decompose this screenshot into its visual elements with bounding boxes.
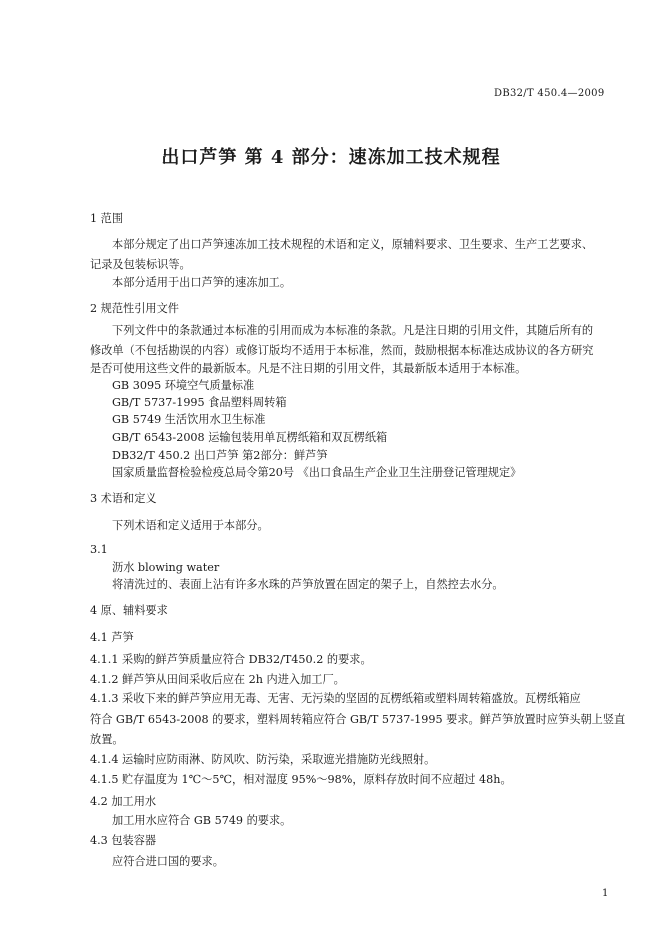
clause-line: 4.1.3 采收下来的鲜芦笋应用无毒、无害、无污染的坚固的瓦楞纸箱或塑料周转箱盛放。瓦楞纸箱应 xyxy=(90,692,581,705)
clause-line: 放置。 xyxy=(90,733,124,746)
paragraph-line: 是否可使用这些文件的最新版本。凡是不注日期的引用文件，其最新版本适用于本标准。 xyxy=(90,362,527,375)
reference-item: GB 3095 环境空气质量标准 xyxy=(112,379,255,392)
paragraph-line: 本部分适用于出口芦笋的速冻加工。 xyxy=(112,276,292,289)
document-code: DB32/T 450.4—2009 xyxy=(494,88,605,99)
reference-item: GB/T 6543-2008 运输包装用单瓦楞纸箱和双瓦楞纸箱 xyxy=(112,431,388,444)
reference-item: GB/T 5737-1995 食品塑料周转箱 xyxy=(112,396,287,409)
paragraph-line: 下列术语和定义适用于本部分。 xyxy=(112,519,269,532)
clause-line: 4.1.5 贮存温度为 1℃～5℃，相对湿度 95%～98%，原料存放时间不应超过 48h。 xyxy=(90,773,512,786)
section-4-heading: 4 原、辅料要求 xyxy=(90,604,168,617)
reference-item: GB 5749 生活饮用水卫生标准 xyxy=(112,413,266,426)
reference-item: 国家质量监督检验检疫总局令第20号 《出口食品生产企业卫生注册登记管理规定》 xyxy=(112,466,522,479)
subsection-heading: 4.2 加工用水 xyxy=(90,795,157,808)
paragraph-line: 下列文件中的条款通过本标准的引用而成为本标准的条款。凡是注日期的引用文件，其随后所有的 xyxy=(112,324,594,337)
term-definition: 将清洗过的、表面上沾有许多水珠的芦笋放置在固定的架子上，自然控去水分。 xyxy=(112,578,504,591)
paragraph-line: 加工用水应符合 GB 5749 的要求。 xyxy=(112,814,292,827)
section-2-heading: 2 规范性引用文件 xyxy=(90,302,179,315)
page-number: 1 xyxy=(602,888,609,899)
paragraph-line: 应符合进口国的要求。 xyxy=(112,855,224,868)
reference-item: DB32/T 450.2 出口芦笋 第2部分：鲜芦笋 xyxy=(112,449,328,462)
clause-line: 4.1.2 鲜芦笋从田间采收后应在 2h 内进入加工厂。 xyxy=(90,673,345,686)
paragraph-line: 本部分规定了出口芦笋速冻加工技术规程的术语和定义，原辅料要求、卫生要求、生产工艺要求、 xyxy=(112,238,594,251)
subsection-heading: 4.3 包装容器 xyxy=(90,834,157,847)
paragraph-line: 修改单（不包括勘误的内容）或修订版均不适用于本标准，然而，鼓励根据本标准达成协议的各方研究 xyxy=(90,344,594,357)
paragraph-line: 记录及包装标识等。 xyxy=(90,258,191,271)
section-3-heading: 3 术语和定义 xyxy=(90,492,157,505)
clause-line: 符合 GB/T 6543-2008 的要求，塑料周转箱应符合 GB/T 5737-1995 要求。鲜芦笋放置时应笋头朝上竖直 xyxy=(90,713,626,726)
document-title: 出口芦笋 第 4 部分：速冻加工技术规程 xyxy=(161,147,501,168)
term-name: 沥水 blowing water xyxy=(112,561,220,574)
clause-line: 4.1.1 采购的鲜芦笋质量应符合 DB32/T450.2 的要求。 xyxy=(90,653,372,666)
term-number: 3.1 xyxy=(90,543,108,556)
section-1-heading: 1 范围 xyxy=(90,212,124,225)
subsection-heading: 4.1 芦笋 xyxy=(90,631,134,644)
clause-line: 4.1.4 运输时应防雨淋、防风吹、防污染，采取遮光措施防光线照射。 xyxy=(90,753,436,766)
